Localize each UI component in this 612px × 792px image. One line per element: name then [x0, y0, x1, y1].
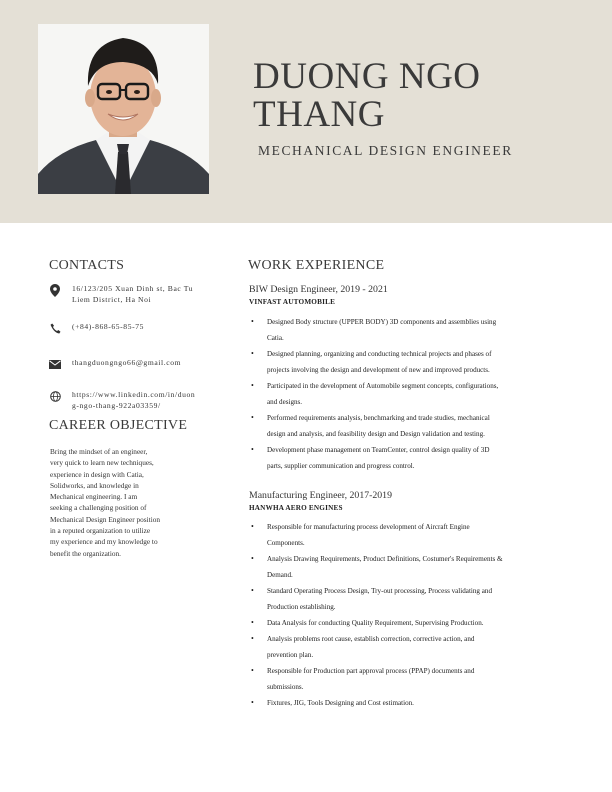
list-item: • Designed Body structure (UPPER BODY) 3D components and assemblies using Catia.: [251, 317, 497, 342]
list-item: • Responsible for manufacturing process development of Aircraft Engine Components.: [251, 522, 470, 547]
globe-icon: [49, 390, 61, 402]
job-2-title: Manufacturing Engineer, 2017-2019: [249, 490, 392, 501]
contact-phone: [49, 321, 202, 334]
list-item: • Analysis problems root cause, establish correction, corrective action, and prevention plan.: [251, 634, 475, 659]
email-text[interactable]: thangduongngo66@gmail.com: [72, 358, 182, 367]
job-1-company: VINFAST AUTOMOBILE: [249, 298, 336, 306]
list-item: • Participated in the development of Automobile segment concepts, configurations, and designs.: [251, 381, 499, 406]
address-text: 16/123/205 Xuan Dinh st, Bac Tu Liem District, Ha Noi: [72, 284, 194, 304]
contacts-heading: CONTACTS: [49, 258, 125, 273]
objective-line: seeking a challenging position of: [50, 503, 147, 513]
list-item: • Standard Operating Process Design, Try-out processing, Process validating and Production establishing.: [251, 586, 492, 611]
list-item: • Data Analysis for conducting Quality Requirement, Supervising Production.: [251, 618, 484, 627]
objective-line: Mechanical Design Engineer position: [50, 514, 161, 524]
objective-line: Solidworks, and knowledge in: [50, 480, 139, 490]
contact-address: [49, 283, 202, 305]
job-2-bullets: [249, 519, 549, 711]
phone-icon: [49, 322, 61, 334]
job-2-company: HANWHA AERO ENGINES: [249, 504, 343, 512]
profile-photo: [38, 24, 209, 194]
list-item: • Development phase management on TeamCenter, control design quality of 3D parts, supplier communication and progress control.: [251, 445, 490, 470]
list-item: • Analysis Drawing Requirements, Product Definitions, Costumer's Requirements & Demand.: [251, 554, 503, 579]
list-item: • Performed requirements analysis, benchmarking and trade studies, mechanical design and analysis, and feasibility design and Design validation and testing.: [251, 413, 490, 438]
name-line-2: THANG: [253, 94, 385, 135]
linkedin-link[interactable]: https://www.linkedin.com/in/duong-ngo-thang-922a03359/: [72, 390, 196, 410]
objective-line: in a reputed organization to utilize: [50, 526, 151, 536]
career-objective-text: [50, 446, 190, 559]
objective-line: very quick to learn new techniques,: [50, 458, 154, 468]
job-1-bullets: [249, 314, 549, 474]
job-1-title: BIW Design Engineer, 2019 - 2021: [249, 284, 388, 295]
candidate-name: [253, 58, 593, 134]
contact-linkedin: [49, 389, 198, 411]
objective-line: benefit the organization.: [50, 548, 121, 558]
objective-line: my experience and my knowledge to: [50, 537, 158, 547]
job-title-heading: MECHANICAL DESIGN ENGINEER: [258, 143, 513, 158]
objective-line: experience in design with Catia,: [50, 469, 144, 479]
list-item: • Designed planning, organizing and conducting technical projects and phases of projects involving the design and development of new and improved products.: [251, 349, 492, 374]
email-icon: [49, 358, 61, 370]
list-item: • Responsible for Production part approval process (PPAP) documents and submissions.: [251, 666, 475, 691]
contact-email: [49, 357, 202, 370]
work-experience-heading: WORK EXPERIENCE: [248, 258, 385, 273]
location-pin-icon: [49, 284, 61, 296]
list-item: • Fixtures, JIG, Tools Designing and Cost estimation.: [251, 698, 414, 707]
phone-text[interactable]: (+84)-868-65-85-75: [72, 322, 145, 331]
objective-line: Bring the mindset of an engineer,: [50, 447, 148, 456]
objective-line: Mechanical engineering. I am: [50, 492, 138, 502]
career-objective-heading: CAREER OBJECTIVE: [49, 418, 188, 433]
name-line-1: DUONG NGO: [253, 56, 481, 97]
